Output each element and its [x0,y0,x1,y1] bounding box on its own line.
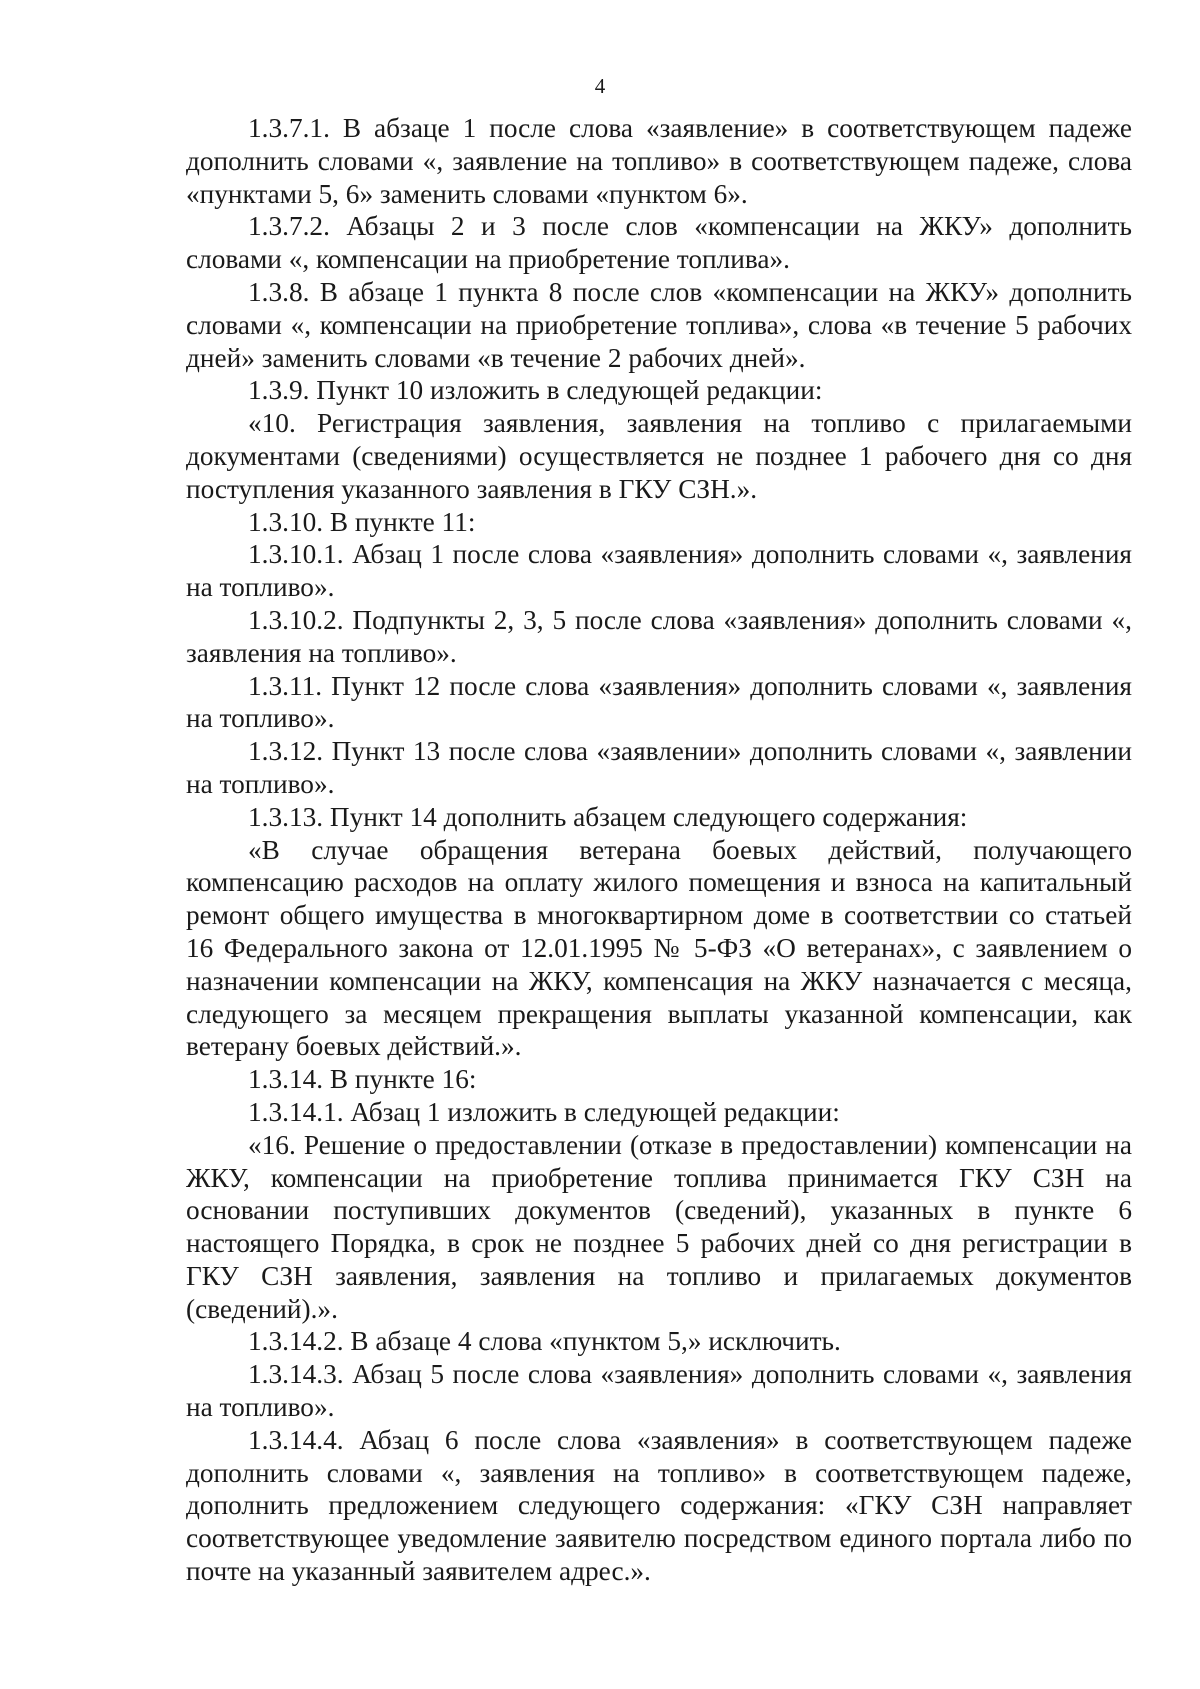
paragraph-1-3-14-4: 1.3.14.4. Абзац 6 после слова «заявления» в соответствующем падеже дополнить словами «, заявления на топливо» в соответствующем падеже, дополнить предложением следующего содержания: «ГКУ СЗН направляет соответствующее уведомление заявителю посредством единого портала либо по почте на указанный заявителем адрес.». [186,1424,1132,1587]
page-number: 4 [594,74,606,98]
paragraph-1-3-9: 1.3.9. Пункт 10 изложить в следующей редакции: [248,375,823,406]
paragraph-1-3-13: 1.3.13. Пункт 14 дополнить абзацем следующего содержания: [248,801,968,832]
paragraph-1-3-8: 1.3.8. В абзаце 1 пункта 8 после слов «компенсации на ЖКУ» дополнить словами «, компенсации на приобретение топлива», слова «в течение 5 рабочих дней» заменить словами «в течение 2 рабочих дней». [186,276,1132,373]
paragraph-1-3-10-2: 1.3.10.2. Подпункты 2, 3, 5 после слова «заявления» дополнить словами «, заявления на топливо». [186,604,1132,668]
document-body [186,112,1132,1588]
paragraph-1-3-12: 1.3.12. Пункт 13 после слова «заявлении» дополнить словами «, заявлении на топливо». [186,736,1132,799]
paragraph-1-3-14-1: 1.3.14.1. Абзац 1 изложить в следующей редакции: [248,1096,840,1127]
paragraph-1-3-14-2: 1.3.14.2. В абзаце 4 слова «пунктом 5,» исключить. [248,1326,841,1357]
paragraph-1-3-14: 1.3.14. В пункте 16: [248,1064,477,1095]
paragraph-item-16-text: «16. Решение о предоставлении (отказе в предоставлении) компенсации на ЖКУ, компенсации на приобретение топлива принимается ГКУ СЗН на основании поступивших документов (сведений), указанных в пункте 6 настоящего Порядка, в срок не позднее 5 рабочих дней со дня регистрации в ГКУ СЗН заявления, заявления на топливо и прилагаемых документов (сведений).». [186,1129,1132,1324]
paragraph-1-3-10-1: 1.3.10.1. Абзац 1 после слова «заявления» дополнить словами «, заявления на топливо». [186,539,1132,603]
paragraph-1-3-10: 1.3.10. В пункте 11: [248,506,476,537]
paragraph-item-10-text: «10. Регистрация заявления, заявления на топливо с прилагаемыми документами (сведениями) осуществляется не позднее 1 рабочего дня со дня поступления указанного заявления в ГКУ СЗН.». [186,408,1132,504]
paragraph-1-3-11: 1.3.11. Пункт 12 после слова «заявления» дополнить словами «, заявления на топливо». [186,670,1132,734]
paragraph-veteran-text: «В случае обращения ветерана боевых действий, получающего компенсацию расходов на оплату жилого помещения и взноса на капитальный ремонт общего имущества в многоквартирном доме в соответствии со статьей 16 Федерального закона от 12.01.1995 № 5-ФЗ «О ветеранах», с заявлением о назначении компенсации на ЖКУ, компенсация на ЖКУ назначается с месяца, следующего за месяцем прекращения выплаты указанной компенсации, как ветерану боевых действий.». [186,834,1132,1062]
paragraph-1-3-14-3: 1.3.14.3. Абзац 5 после слова «заявления» дополнить словами «, заявления на топливо». [186,1359,1132,1423]
paragraph-1-3-7-1: 1.3.7.1. В абзаце 1 после слова «заявление» в соответствующем падеже дополнить словами «, заявление на топливо» в соответствующем падеже, слова «пунктами 5, 6» заменить словами «пунктом 6». [186,113,1132,209]
paragraph-1-3-7-2: 1.3.7.2. Абзацы 2 и 3 после слов «компенсации на ЖКУ» дополнить словами «, компенсации на приобретение топлива». [186,211,1132,275]
